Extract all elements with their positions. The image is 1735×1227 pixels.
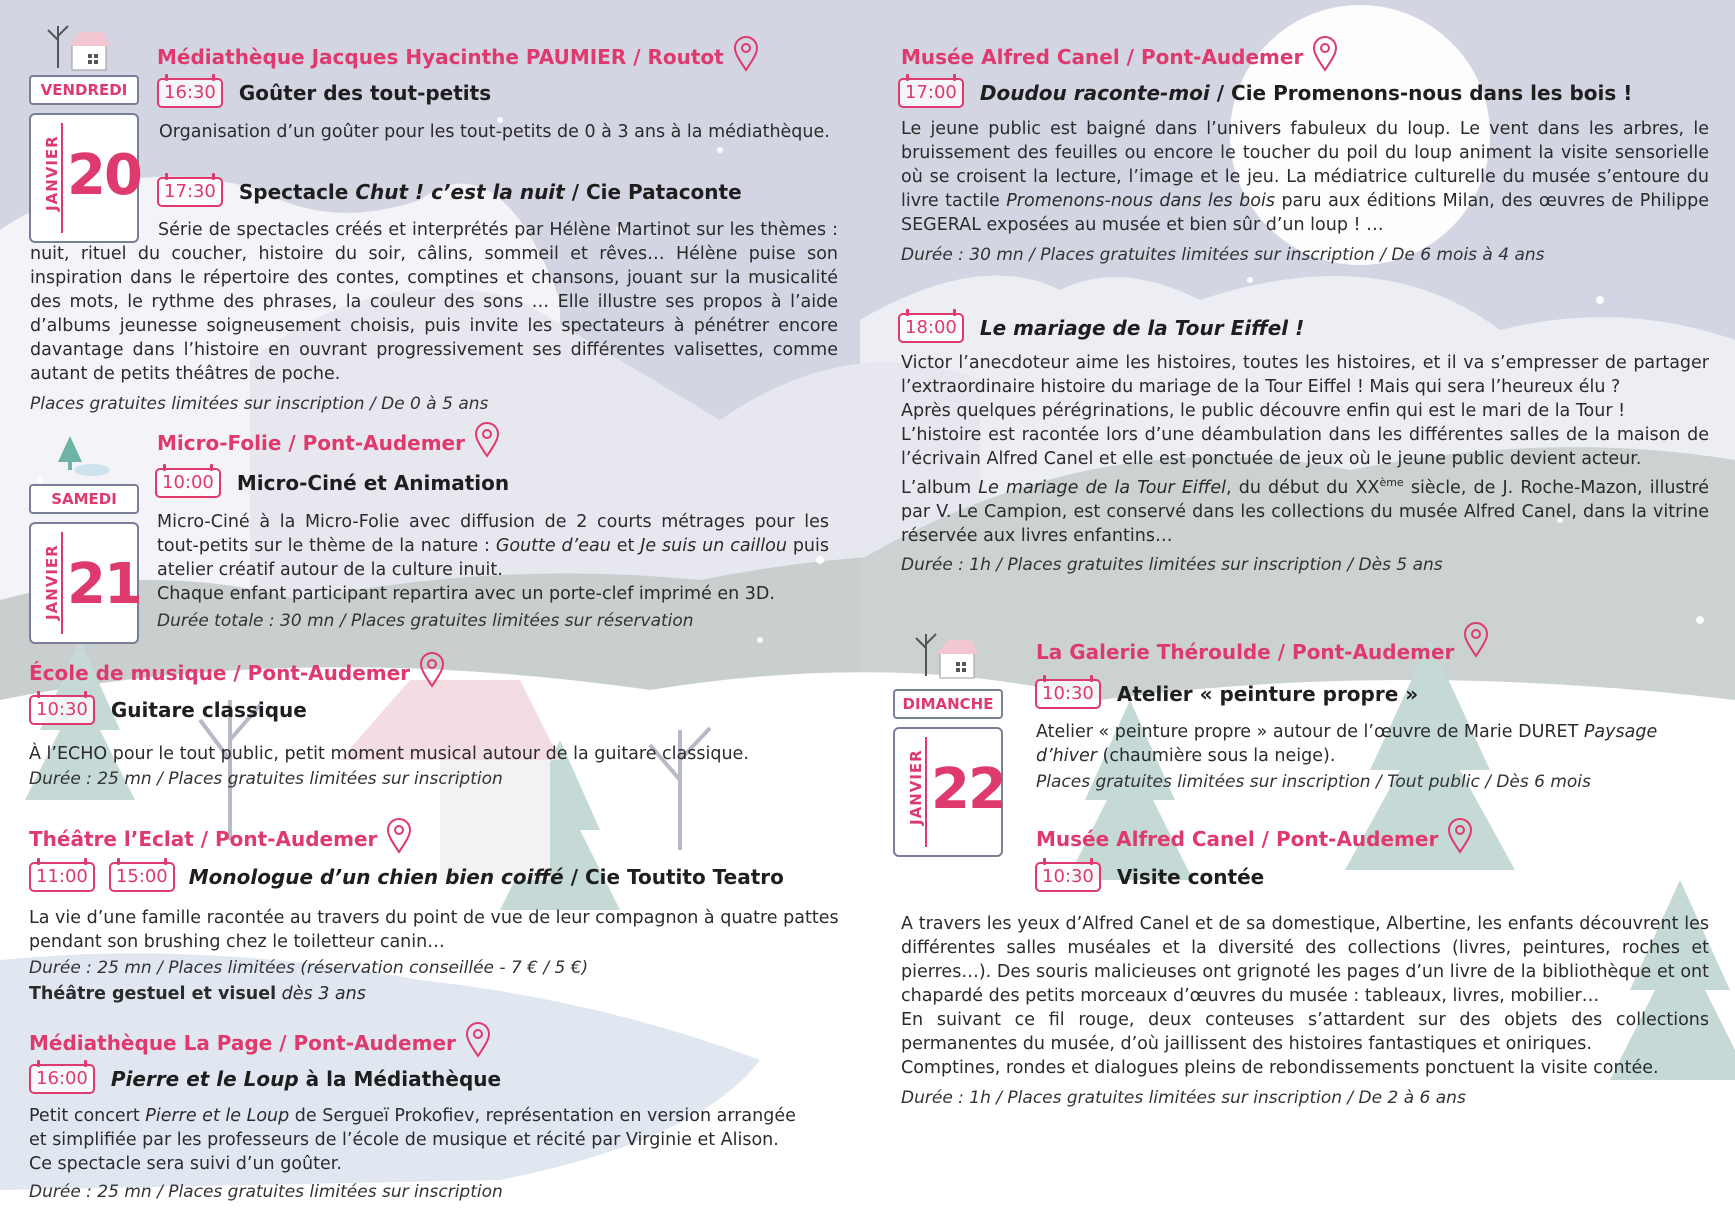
location-pin-icon — [418, 652, 446, 693]
event-description: Série de spectacles créés et interprétés par Hélène Martinot sur les thèmes : nuit, rituel du coucher, histoire du soir, câlins, sommeil et rêves… Hélène puise son inspiration dans le répertoire des contes, comptines et chansons, jouant sur la musicalité des mots, le rythme des phrases, la couleur des sons … Elle illustre ses propos à l’aide d’albums jeunesse soigneusement choisis, puis invite les spectateurs à pénétrer encore davantage dans l’histoire en ouvrant progressivement ses différentes valisettes, comme autant de petits théâtres de poche. — [30, 220, 838, 384]
event-row — [29, 1064, 501, 1094]
event-row — [157, 177, 742, 207]
event-extra: Théâtre gestuel et visuel dès 3 ans — [29, 984, 366, 1004]
event-description: Micro-Ciné à la Micro-Folie avec diffusion de 2 courts métrages pour les tout-petits sur le thème de la nature : Goutte d’eau et Je suis un caillou puis atelier créatif autour de la culture inuit. Chaque enfant participant repartira avec un porte-clef imprimé en 3D. — [157, 512, 830, 604]
venue-label: Théâtre l’Eclat / Pont-Audemer — [29, 826, 378, 851]
location-pin-icon — [1462, 622, 1490, 663]
house-icon — [912, 626, 978, 686]
event-row — [157, 78, 491, 108]
venue-label: Micro-Folie / Pont-Audemer — [157, 430, 465, 455]
venue-mediatheque-paumier — [157, 36, 760, 77]
event-description: A travers les yeux d’Alfred Canel et de sa domestique, Albertine, les enfants découvrent les différentes salles muséales et la diversité des collections (livres, peintures, roches et pierres…). Des souris malicieuses ont grignoté les pages d’un livre de la bibliothèque et ont chapardé des petits morceaux d’œuvres du musée : tableaux, livres, mobilier… En suivant ce fil rouge, deux conteuses s’attardent sur des objets des collections permanentes du musée, d’où jaillissent des histoires fantastiques et oniriques. Comptines, rondes et dialogues pleins de rebondissements ponctuent la visite contée. — [901, 914, 1709, 1078]
day-card-saturday — [29, 484, 139, 644]
day-number: 20 — [67, 143, 141, 208]
event-info: Durée : 1h / Places gratuites limitées sur inscription / De 2 à 6 ans — [901, 1088, 1466, 1108]
event-title: Spectacle Chut ! c’est la nuit / Cie Pataconte — [238, 180, 742, 204]
time-badge: 18:00 — [898, 313, 964, 343]
event-info: Places gratuites limitées sur inscription / De 0 à 5 ans — [30, 394, 489, 414]
event-description: Victor l’anecdoteur aime les histoires, toutes les histoires, et il va s’empresser de partager l’extraordinaire histoire du mariage de la Tour Eiffel ! Mais qui sera l’heureux élu ? Après quelques pérégrinations, le public découvre enfin qui est le mari de la Tour ! L’histoire est racontée lors d’une déambulation dans les différentes salles de la maison de l’écrivain Alfred Canel et elle est ponctuée de jeux où le jeune public devient acteur. L’album Le mariage de la Tour Eiffel, du début du XXème siècle, de J. Roche-Mazon, illustré par V. Le Campion, est conservé dans les collections du musée Alfred Canel, dans la vitrine réservée aux livres enfantins… — [901, 353, 1709, 546]
event-title: Le mariage de la Tour Eiffel ! — [979, 316, 1305, 340]
month-label: JANVIER — [43, 544, 61, 620]
venue-galerie-theroulde — [1036, 640, 1490, 664]
time-badge: 15:00 — [109, 862, 175, 892]
event-description: La vie d’une famille racontée au travers du point de vue de leur compagnon à quatre pattes pendant son brushing chez le toiletteur canin… — [29, 908, 839, 952]
location-pin-icon — [1311, 36, 1339, 77]
location-pin-icon — [732, 36, 760, 77]
event-description: Organisation d’un goûter pour les tout-petits de 0 à 3 ans à la médiathèque. — [159, 122, 830, 142]
event-row — [1035, 679, 1418, 709]
day-label: VENDREDI — [29, 75, 139, 105]
venue-micro-folie — [157, 422, 501, 463]
event-row — [1035, 862, 1264, 892]
month-label: JANVIER — [43, 135, 61, 211]
venue-theatre-eclat — [29, 818, 413, 859]
event-info: Durée totale : 30 mn / Places gratuites limitées sur réservation — [157, 611, 694, 631]
venue-label: École de musique / Pont-Audemer — [29, 660, 411, 685]
event-info: Durée : 25 mn / Places limitées (réservation conseillée - 7 € / 5 €) — [29, 958, 589, 978]
time-badge: 16:30 — [157, 78, 223, 108]
event-title: Micro-Ciné et Animation — [236, 471, 510, 495]
event-title: Monologue d’un chien bien coiffé / Cie Toutito Teatro — [188, 865, 784, 889]
day-label: DIMANCHE — [893, 689, 1003, 719]
event-row — [898, 313, 1304, 343]
day-label: SAMEDI — [29, 484, 139, 514]
event-title: Atelier « peinture propre » — [1116, 682, 1419, 706]
venue-label: Médiathèque Jacques Hyacinthe PAUMIER / Routot — [157, 44, 724, 69]
day-card-sunday — [893, 689, 1003, 857]
event-description: À l’ECHO pour le tout public, petit moment musical autour de la guitare classique. — [29, 744, 749, 764]
date-card — [29, 522, 139, 644]
venue-mediatheque-la-page — [29, 1022, 492, 1063]
event-row — [29, 695, 307, 725]
tree-icon — [52, 432, 112, 484]
event-description: Petit concert Pierre et le Loup de Sergueï Prokofiev, représentation en version arrangée et simplifiée par les professeurs de l’école de musique et récité par Virginie et Alison. Ce spectacle sera suivi d’un goûter. — [29, 1106, 796, 1174]
event-row — [155, 468, 509, 498]
venue-label: La Galerie Théroulde / Pont-Audemer — [1036, 640, 1455, 664]
event-row — [29, 862, 784, 892]
venue-musee-alfred-canel-2 — [1036, 818, 1474, 859]
event-title: Guitare classique — [110, 698, 307, 722]
event-description: Atelier « peinture propre » autour de l’œuvre de Marie DURET Paysage d’hiver (chaumière sous la neige). — [1036, 722, 1658, 766]
event-row — [898, 78, 1632, 108]
event-info: Durée : 30 mn / Places gratuites limitées sur inscription / De 6 mois à 4 ans — [901, 245, 1545, 265]
day-number: 21 — [67, 552, 141, 617]
event-title: Visite contée — [1116, 865, 1265, 889]
venue-musee-alfred-canel — [901, 36, 1339, 77]
event-description: Le jeune public est baigné dans l’univers fabuleux du loup. Le vent dans les arbres, le bruissement des feuilles ou encore le toucher du poil du loup animent la visite sensorielle où se croisent la lecture, l’image et le jeu. La médiatrice culturelle du musée s’entoure du livre tactile Promenons-nous dans les bois paru aux éditions Milan, des œuvres de Philippe SEGERAL exposées au musée et bien sûr d’un loup ! … — [901, 119, 1709, 235]
time-badge: 11:00 — [29, 862, 95, 892]
time-badge: 10:00 — [155, 468, 221, 498]
date-card — [893, 727, 1003, 857]
day-number: 22 — [931, 757, 1005, 822]
location-pin-icon — [464, 1022, 492, 1063]
event-info: Durée : 1h / Places gratuites limitées sur inscription / Dès 5 ans — [901, 555, 1443, 575]
event-title: Goûter des tout-petits — [238, 81, 492, 105]
month-label: JANVIER — [907, 749, 925, 825]
location-pin-icon — [385, 818, 413, 859]
time-badge: 10:30 — [1035, 679, 1101, 709]
time-badge: 10:30 — [1035, 862, 1101, 892]
event-title: Pierre et le Loup à la Médiathèque — [110, 1067, 502, 1091]
time-badge: 17:00 — [898, 78, 964, 108]
house-icon — [44, 18, 110, 78]
time-badge: 16:00 — [29, 1064, 95, 1094]
event-info: Durée : 25 mn / Places gratuites limitées sur inscription — [29, 769, 503, 789]
location-pin-icon — [473, 422, 501, 463]
time-badge: 10:30 — [29, 695, 95, 725]
event-title: Doudou raconte-moi / Cie Promenons-nous dans les bois ! — [979, 81, 1633, 105]
time-badge: 17:30 — [157, 177, 223, 207]
venue-label: Musée Alfred Canel / Pont-Audemer — [1036, 826, 1439, 851]
location-pin-icon — [1446, 818, 1474, 859]
venue-label: Musée Alfred Canel / Pont-Audemer — [901, 44, 1304, 69]
event-info: Places gratuites limitées sur inscription / Tout public / Dès 6 mois — [1036, 772, 1591, 792]
venue-ecole-musique — [29, 652, 446, 693]
venue-label: Médiathèque La Page / Pont-Audemer — [29, 1030, 456, 1055]
event-info: Durée : 25 mn / Places gratuites limitées sur inscription — [29, 1182, 503, 1202]
